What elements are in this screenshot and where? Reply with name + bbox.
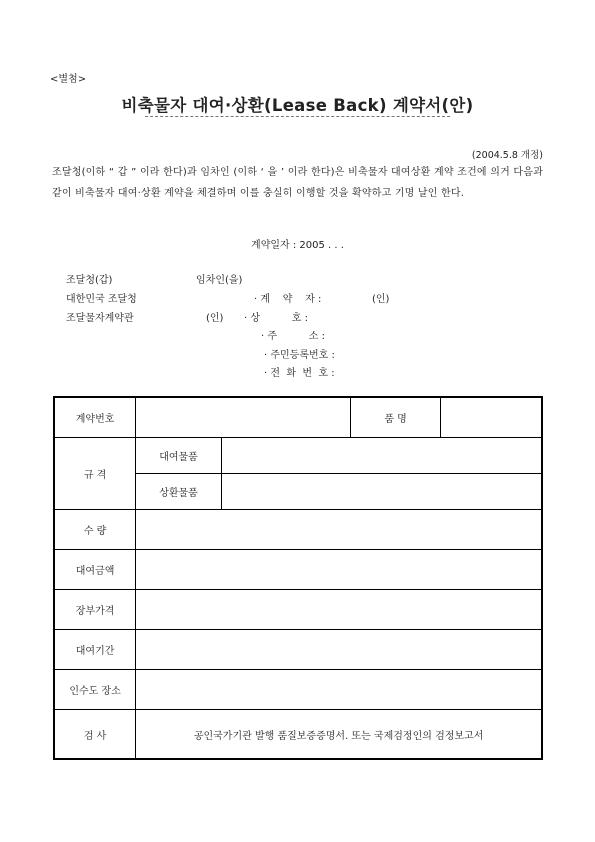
intro-paragraph: 조달청(이하 “ 갑 ” 이라 한다)과 임차인 (이하 ‘ 을 ’ 이라 한다)은 비축물자 대여상환 계약 조건에 의거 다음과 같이 비축물자 대여·상환 계약을 체결하며 이를 충실히 이행할 것을 확약하고 기명 날인 한다. bbox=[52, 167, 543, 199]
spec-label: 규 격 bbox=[54, 438, 136, 510]
spec-repay-label: 상환물품 bbox=[136, 474, 222, 510]
book-value-cell[interactable] bbox=[136, 590, 542, 630]
book-value-label: 장부가격 bbox=[54, 590, 136, 630]
contract-no-cell[interactable] bbox=[136, 397, 351, 438]
spec-repay-cell[interactable] bbox=[221, 474, 542, 510]
gap-line2: 조달물자계약관 bbox=[66, 313, 134, 324]
contract-date: 계약일자 : 2005 . . . bbox=[251, 240, 344, 251]
quantity-cell[interactable] bbox=[136, 510, 542, 550]
document-title: 비축물자 대여·상환(Lease Back) 계약서(안) bbox=[121, 96, 474, 115]
gap-seal: (인) bbox=[206, 313, 224, 324]
eul-company: · 상 호 : bbox=[244, 313, 309, 324]
eul-reg-no: · 주민등록번호 : bbox=[264, 350, 335, 361]
eul-header: 임차인(을) bbox=[196, 275, 243, 286]
contract-no-label: 계약번호 bbox=[54, 397, 136, 438]
lease-amount-label: 대여금액 bbox=[54, 550, 136, 590]
appendix-label: <별첨> bbox=[50, 74, 87, 85]
gap-line1: 대한민국 조달청 bbox=[66, 294, 137, 305]
quantity-label: 수 량 bbox=[54, 510, 136, 550]
eul-seal: (인) bbox=[372, 294, 390, 305]
delivery-place-label: 인수도 장소 bbox=[54, 670, 136, 710]
gap-header: 조달청(갑) bbox=[66, 275, 113, 286]
delivery-place-cell[interactable] bbox=[136, 670, 542, 710]
eul-phone: · 전 화 번 호 : bbox=[264, 368, 335, 379]
revision-date: (2004.5.8 개정) bbox=[471, 150, 543, 161]
lease-period-label: 대여기간 bbox=[54, 630, 136, 670]
lease-amount-cell[interactable] bbox=[136, 550, 542, 590]
inspection-value: 공인국가기관 발행 품질보증증명서. 또는 국제검정인의 검정보고서 bbox=[136, 710, 542, 760]
eul-contractor: · 계 약 자 : bbox=[254, 294, 322, 305]
contract-form-table bbox=[53, 396, 543, 760]
item-name-label: 품 명 bbox=[351, 397, 441, 438]
eul-address: · 주 소 : bbox=[261, 331, 326, 342]
title-divider bbox=[145, 116, 450, 117]
spec-lease-cell[interactable] bbox=[221, 438, 542, 474]
lease-period-cell[interactable] bbox=[136, 630, 542, 670]
inspection-label: 검 사 bbox=[54, 710, 136, 760]
spec-lease-label: 대여물품 bbox=[136, 438, 222, 474]
item-name-cell[interactable] bbox=[440, 397, 542, 438]
